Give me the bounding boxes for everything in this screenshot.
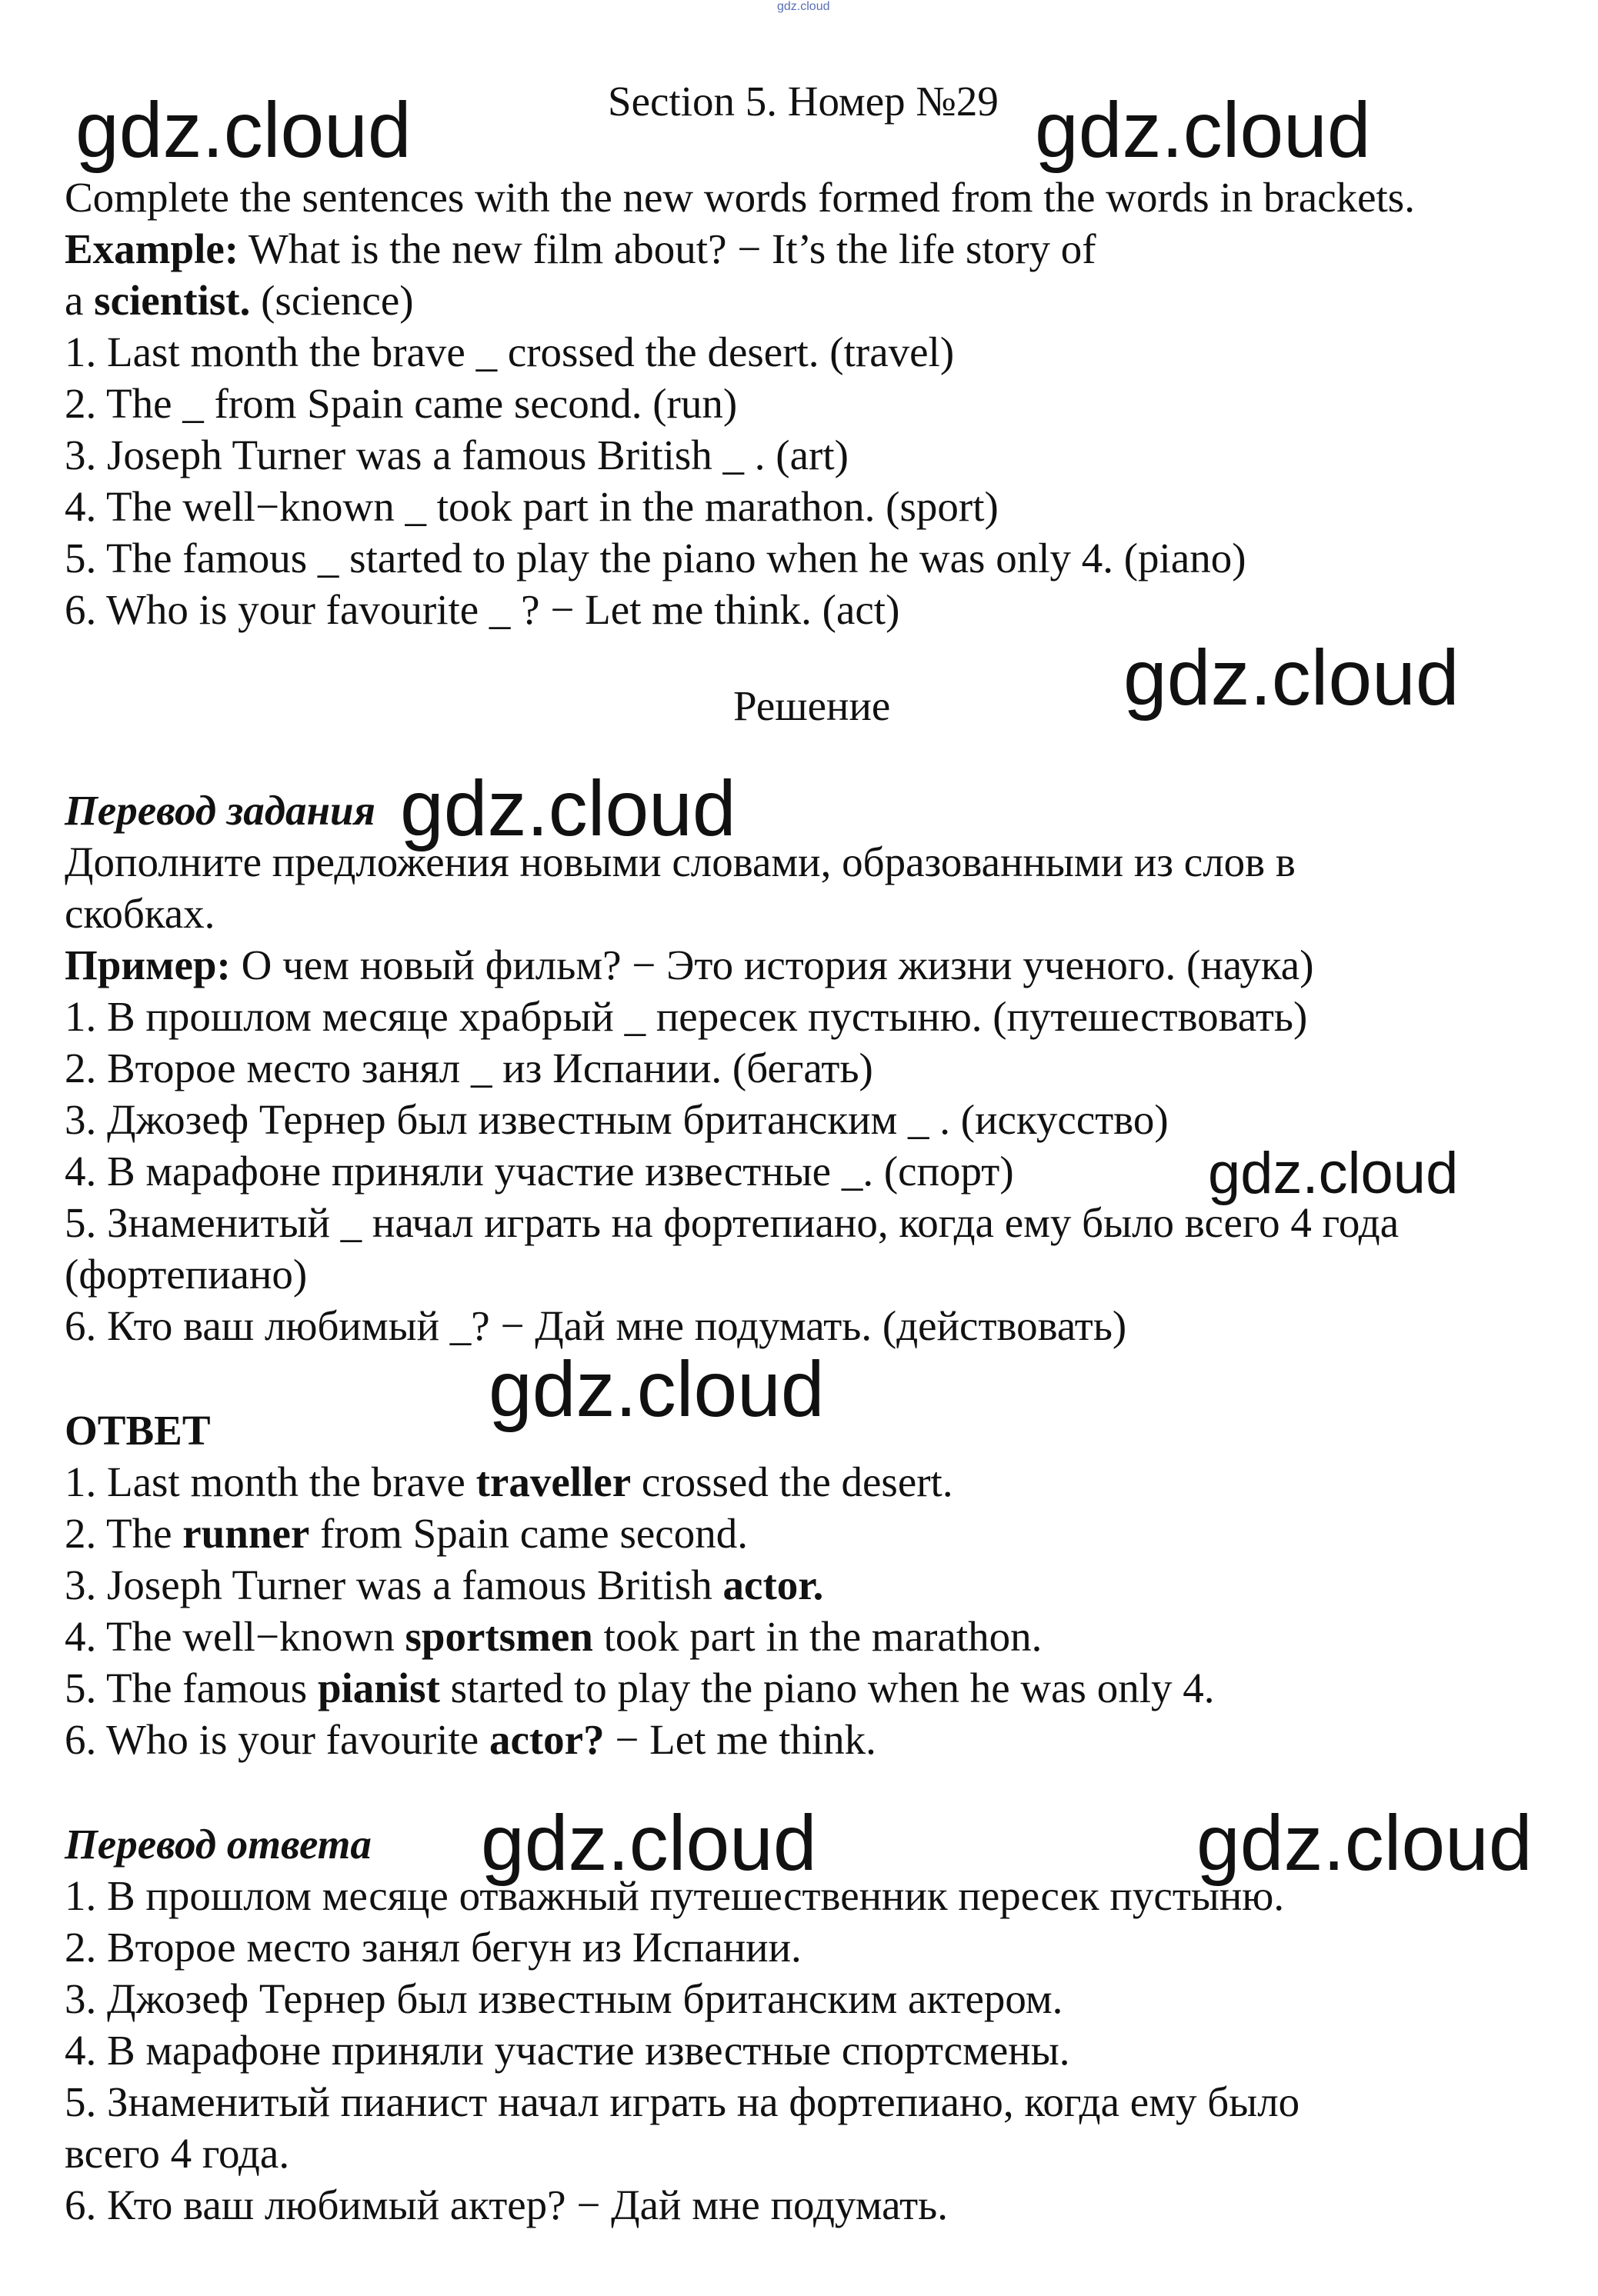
answer-item-6-pre: 6. Who is your favourite bbox=[65, 1716, 489, 1763]
translation-task-line-2: скобках. bbox=[65, 890, 215, 937]
answer-item-2-post: from Spain came second. bbox=[309, 1510, 748, 1557]
answer-item-4-word: sportsmen bbox=[405, 1613, 593, 1660]
translation-answer-item-2: 2. Второе место занял бегун из Испании. bbox=[65, 1924, 802, 1971]
translation-example-label: Пример: bbox=[65, 941, 231, 988]
translation-example-text: О чем новый фильм? − Это история жизни ученого. (наука) bbox=[230, 941, 1314, 988]
answer-item-2-pre: 2. The bbox=[65, 1510, 183, 1557]
task-item-3: 3. Joseph Turner was a famous British _ . (art) bbox=[65, 432, 849, 478]
translation-answer-item-1: 1. В прошлом месяце отважный путешественник пересек пустыню. bbox=[65, 1872, 1285, 1919]
task-example-line-1 bbox=[65, 225, 1096, 272]
task-item-1: 1. Last month the brave _ crossed the desert. (travel) bbox=[65, 328, 955, 375]
translation-task-item-6: 6. Кто ваш любимый _? − Дай мне подумать. (действовать) bbox=[65, 1302, 1127, 1349]
translation-answer-item-4: 4. В марафоне приняли участие известные спортсмены. bbox=[65, 2027, 1070, 2074]
translation-task-line-1: Дополните предложения новыми словами, образованными из слов в bbox=[65, 838, 1296, 885]
task-item-5: 5. The famous _ started to play the piano when he was only 4. (piano) bbox=[65, 535, 1246, 581]
answer-item-2 bbox=[65, 1512, 748, 1555]
solution-heading: Решение bbox=[733, 682, 891, 729]
watermark-7: gdz.cloud bbox=[481, 1799, 817, 1887]
translation-answer-item-6: 6. Кто ваш любимый актер? − Дай мне подумать. bbox=[65, 2181, 948, 2228]
translation-answer-item-3: 3. Джозеф Тернер был известным британским актером. bbox=[65, 1975, 1063, 2022]
answer-item-1 bbox=[65, 1458, 953, 1505]
translation-task-item-4: 4. В марафоне приняли участие известные _. (спорт) bbox=[65, 1148, 1014, 1195]
task-example-line-2 bbox=[65, 279, 414, 322]
translation-answer-heading: Перевод ответа bbox=[65, 1821, 372, 1868]
answer-item-2-word: runner bbox=[182, 1510, 310, 1557]
top-watermark: gdz.cloud bbox=[777, 0, 830, 13]
watermark-5: gdz.cloud bbox=[1208, 1141, 1459, 1206]
task-instruction: Complete the sentences with the new words formed from the words in brackets. bbox=[65, 174, 1415, 221]
task-item-6: 6. Who is your favourite _ ? − Let me think. (act) bbox=[65, 586, 900, 633]
translation-task-item-1: 1. В прошлом месяце храбрый _ пересек пустыню. (путешествовать) bbox=[65, 993, 1308, 1040]
watermark-3: gdz.cloud bbox=[1123, 634, 1460, 721]
answer-item-6-post: − Let me think. bbox=[604, 1716, 876, 1763]
answer-heading: ОТВЕТ bbox=[65, 1407, 211, 1454]
translation-answer-item-5: 5. Знаменитый пианист начал играть на фортепиано, когда ему было bbox=[65, 2078, 1300, 2125]
answer-item-3-pre: 3. Joseph Turner was a famous British bbox=[65, 1561, 723, 1608]
answer-item-4-pre: 4. The well−known bbox=[65, 1613, 405, 1660]
answer-item-4-post: took part in the marathon. bbox=[592, 1613, 1043, 1660]
answer-item-3-word: actor. bbox=[722, 1561, 824, 1608]
task-item-4: 4. The well−known _ took part in the marathon. (sport) bbox=[65, 483, 999, 530]
answer-item-5 bbox=[65, 1667, 1214, 1709]
example-text-1: What is the new film about? − It’s the life story of bbox=[239, 225, 1096, 272]
example-text-2a: a bbox=[65, 277, 95, 324]
translation-task-item-2: 2. Второе место занял _ из Испании. (бегать) bbox=[65, 1045, 873, 1091]
answer-item-3 bbox=[65, 1561, 824, 1608]
translation-task-heading: Перевод задания bbox=[65, 787, 375, 834]
watermark-4: gdz.cloud bbox=[400, 765, 736, 852]
answer-item-1-word: traveller bbox=[475, 1458, 632, 1505]
answer-item-1-post: crossed the desert. bbox=[631, 1458, 953, 1505]
translation-task-item-3: 3. Джозеф Тернер был известным британским _ . (искусство) bbox=[65, 1096, 1169, 1143]
answer-item-6 bbox=[65, 1718, 876, 1761]
watermark-6: gdz.cloud bbox=[489, 1345, 825, 1433]
answer-item-4 bbox=[65, 1615, 1042, 1658]
answer-item-1-pre: 1. Last month the brave bbox=[65, 1458, 476, 1505]
watermark-8: gdz.cloud bbox=[1196, 1799, 1533, 1887]
translation-task-item-5: 5. Знаменитый _ начал играть на фортепиано, когда ему было всего 4 года bbox=[65, 1199, 1400, 1246]
translation-answer-item-5-cont: всего 4 года. bbox=[65, 2130, 290, 2177]
answer-item-5-pre: 5. The famous bbox=[65, 1665, 318, 1711]
watermark-2: gdz.cloud bbox=[1035, 86, 1371, 174]
answer-item-5-word: pianist bbox=[317, 1665, 440, 1711]
answer-item-6-word: actor? bbox=[489, 1716, 605, 1763]
watermark-1: gdz.cloud bbox=[75, 86, 412, 174]
translation-example bbox=[65, 941, 1314, 988]
answer-item-5-post: started to play the piano when he was only 4. bbox=[439, 1665, 1215, 1711]
example-text-2b: (science) bbox=[250, 277, 414, 324]
example-bold-word: scientist. bbox=[94, 277, 251, 324]
example-label: Example: bbox=[65, 225, 239, 272]
section-header: Section 5. Номер №29 bbox=[608, 78, 999, 125]
task-item-2: 2. The _ from Spain came second. (run) bbox=[65, 380, 738, 427]
translation-task-item-5-cont: (фортепиано) bbox=[65, 1251, 308, 1298]
